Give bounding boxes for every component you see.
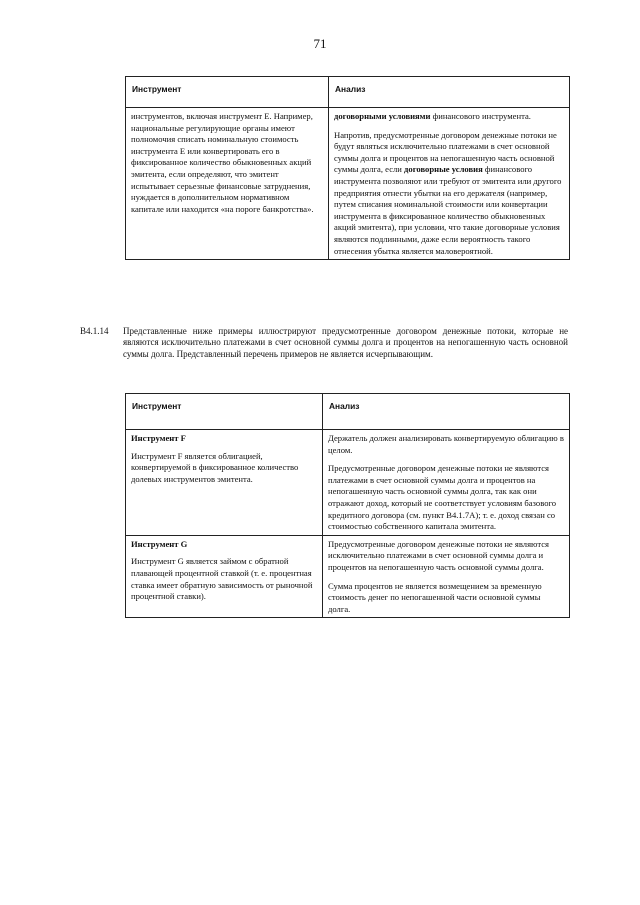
analysis-text: финансового инструмента.	[430, 111, 531, 121]
instrument-title: Инструмент F	[131, 433, 186, 443]
instrument-analysis-table	[125, 393, 570, 618]
paragraph-b4-1-14	[80, 326, 568, 360]
instrument-title: Инструмент G	[131, 538, 188, 549]
instrument-text: инструментов, включая инструмент E. Например, национальные регулирующие органы имеют полномочия списать номинальную стоимость инструмента E или конвертировать его в фиксированное количество обыкновенных акций эмитента, если определяют, что эмитент испытывает серьезные финансовые затруднения, нуждается в дополнительном нормативном капитале или находится «на пороге банкротства».	[131, 111, 314, 214]
analysis-paragraph	[334, 111, 564, 123]
column-header-instrument: Инструмент	[126, 394, 323, 430]
analysis-cell	[323, 430, 570, 536]
instrument-text: Инструмент F является облигацией, конвертируемой в фиксированное количество долевых инструментов эмитента.	[131, 450, 299, 484]
column-header-instrument: Инструмент	[126, 77, 329, 108]
bold-phrase: договорными условиями	[334, 111, 431, 121]
table-row	[126, 535, 570, 618]
column-header-analysis: Анализ	[323, 394, 570, 430]
instrument-analysis-table-continued	[125, 76, 570, 260]
analysis-paragraph: Предусмотренные договором денежные потоки не являются исключительно платежами в счет основной суммы долга и процентов на непогашенную часть основной суммы долга.	[328, 538, 549, 572]
column-header-analysis: Анализ	[329, 77, 570, 108]
table-header-row	[126, 77, 570, 108]
instrument-cell	[126, 108, 329, 260]
analysis-paragraph: Держатель должен анализировать конвертируемую облигацию в целом.	[328, 433, 564, 455]
analysis-cell	[323, 535, 570, 618]
paragraph-text: Представленные ниже примеры иллюстрируют предусмотренные договором денежные потоки, которые не являются исключительно платежами в счет основной суммы долга и процентов на непогашенную часть основной суммы долга. Представленный перечень примеров не является исчерпывающим.	[123, 326, 568, 359]
analysis-text: финансового инструмента позволяют или требуют от эмитента или другого предприятия отнести убытки на его держателя (например, путем списания номинальной стоимости или конвертации инструмента в фиксированное количество обыкновенных акций эмитента), при условии, что такие договорные условия являются подлинными, даже если вероятность такого отнесения убытка является маловероятной.	[334, 164, 562, 256]
instrument-cell	[126, 430, 323, 536]
analysis-paragraph: Предусмотренные договором денежные потоки не являются платежами в счет основной суммы долга и процентов на непогашенную часть основной суммы долга, так как они отражают доход, который не соответствует условиям базового кредитного договора (см. пункт B4.1.7A); т. е. доход связан со стоимостью собственного капитала эмитента.	[328, 463, 557, 532]
analysis-paragraph: Сумма процентов не является возмещением за временную стоимость денег по непогашенной части основной суммы долга.	[328, 580, 542, 614]
instrument-text: Инструмент G является займом с обратной плавающей процентной ставкой (т. е. процентная ставка имеет обратную зависимость от рыночной процентной ставки).	[131, 556, 313, 602]
analysis-text: Напротив, предусмотренные договором денежные потоки не будут являться исключительно платежами в счет основной суммы долга и процентов на непогашенную часть основной суммы долга, если	[334, 129, 557, 175]
table-row	[126, 430, 570, 536]
table-header-row	[126, 394, 570, 430]
instrument-cell	[126, 535, 323, 618]
table-row	[126, 108, 570, 260]
page-number: 71	[313, 36, 327, 51]
paragraph-number: B4.1.14	[80, 326, 109, 336]
analysis-cell	[329, 108, 570, 260]
bold-phrase: договорные условия	[404, 164, 483, 175]
analysis-paragraph	[334, 130, 564, 258]
